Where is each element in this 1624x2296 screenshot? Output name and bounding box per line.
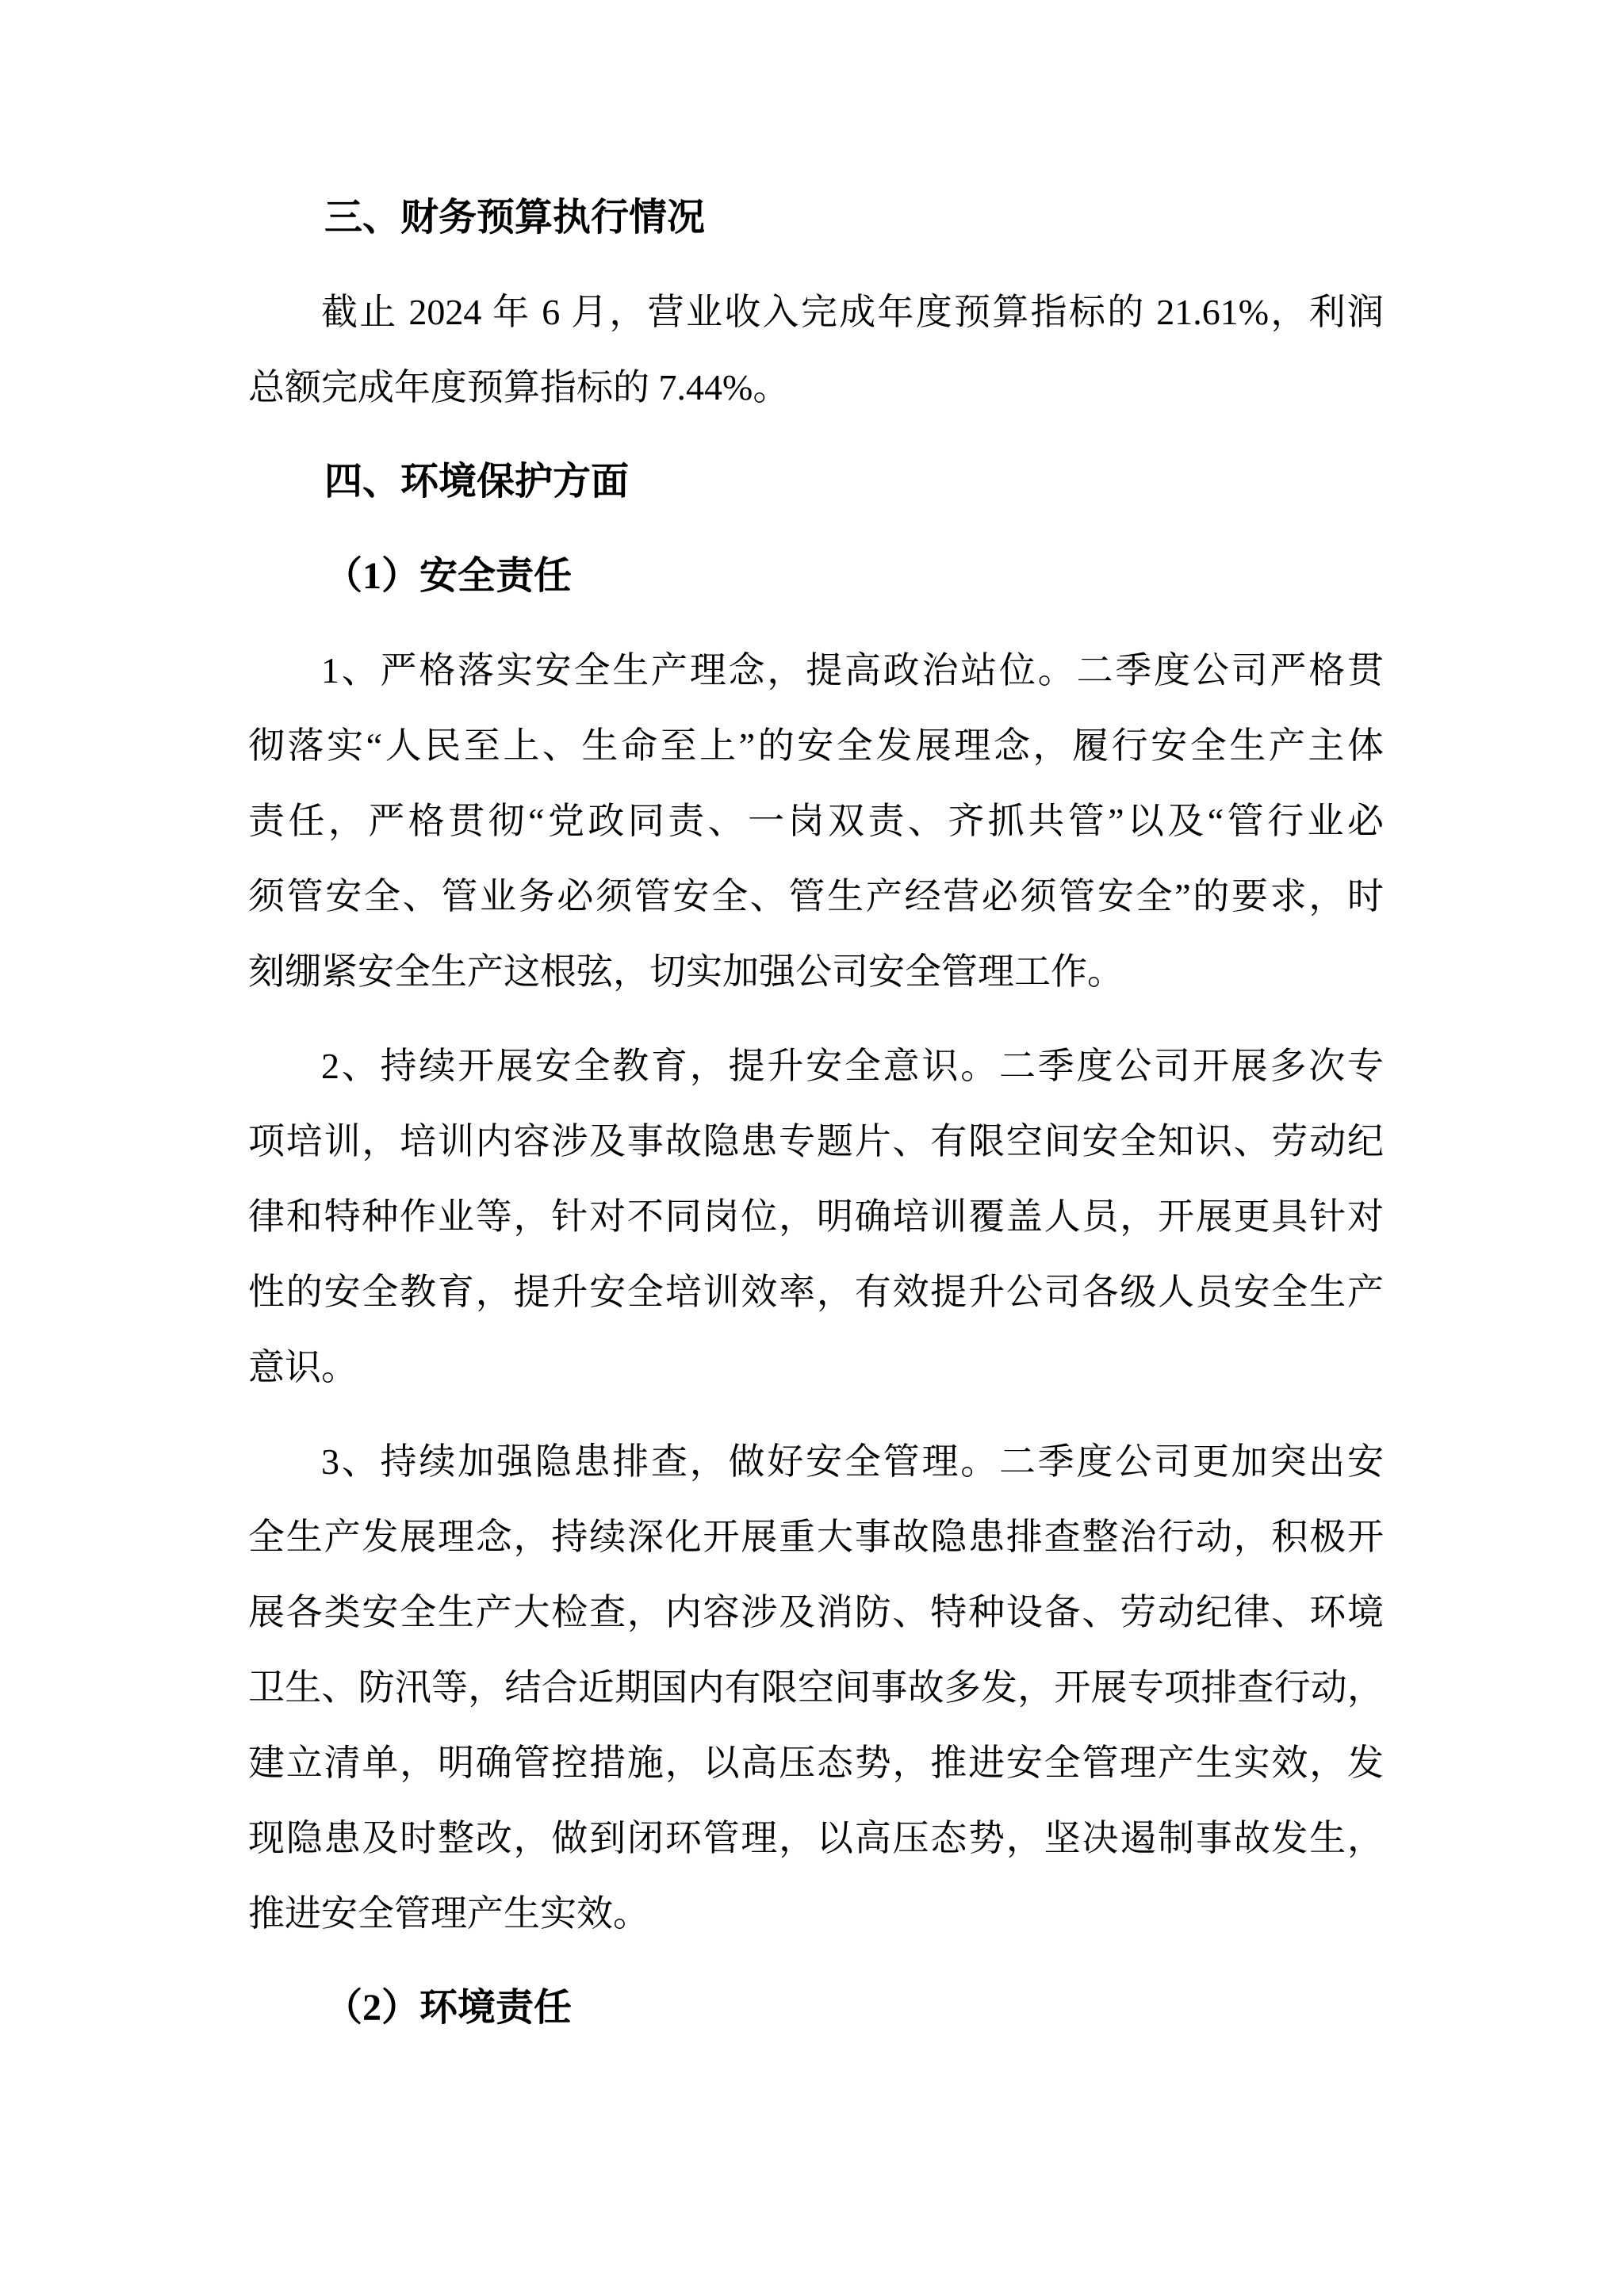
subsection-heading-environment-responsibility: （2）环境责任 bbox=[324, 1987, 573, 2029]
text-line: 现隐患及时整改，做到闭环管理，以高压态势，坚决遏制事故发生， bbox=[248, 1818, 1384, 1858]
text-line: 性的安全教育，提升安全培训效率，有效提升公司各级人员安全生产 bbox=[248, 1272, 1384, 1312]
paragraph-safety-concept bbox=[248, 633, 1384, 1009]
text-line: 2、持续开展安全教育，提升安全意识。二季度公司开展多次专 bbox=[321, 1046, 1384, 1086]
text-line: 项培训，培训内容涉及事故隐患专题片、有限空间安全知识、劳动纪 bbox=[248, 1121, 1384, 1161]
section-heading-budget-execution: 三、财务预算执行情况 bbox=[324, 197, 706, 239]
text-line: 彻落实“人民至上、生命至上”的安全发展理念，履行安全生产主体 bbox=[248, 725, 1384, 766]
text-line: 展各类安全生产大检查，内容涉及消防、特种设备、劳动纪律、环境 bbox=[248, 1592, 1384, 1632]
text-line: 3、持续加强隐患排查，做好安全管理。二季度公司更加突出安 bbox=[321, 1441, 1384, 1482]
text-line: 建立清单，明确管控措施，以高压态势，推进安全管理产生实效，发 bbox=[248, 1743, 1384, 1783]
text-line: 1、严格落实安全生产理念，提高政治站位。二季度公司严格贯 bbox=[321, 650, 1384, 691]
text-line: 意识。 bbox=[248, 1347, 358, 1387]
text-line: 刻绷紧安全生产这根弦，切实加强公司安全管理工作。 bbox=[248, 951, 1124, 992]
text-line: 全生产发展理念，持续深化开展重大事故隐患排查整治行动，积极开 bbox=[248, 1517, 1384, 1557]
text-line: 卫生、防汛等，结合近期国内有限空间事故多发，开展专项排查行动， bbox=[248, 1667, 1384, 1708]
text-line: 须管安全、管业务必须管安全、管生产经营必须管安全”的要求，时 bbox=[248, 876, 1384, 916]
paragraph-hazard-inspection bbox=[248, 1424, 1384, 1951]
text-line: 截止 2024 年 6 月，营业收入完成年度预算指标的 21.61%，利润 bbox=[321, 292, 1384, 332]
text-line: 推进安全管理产生实效。 bbox=[248, 1893, 649, 1934]
paragraph-safety-education bbox=[248, 1028, 1384, 1405]
text-line: 责任，严格贯彻“党政同责、一岗双责、齐抓共管”以及“管行业必 bbox=[248, 801, 1384, 841]
section-heading-environment-protection: 四、环境保护方面 bbox=[324, 461, 630, 503]
paragraph-budget-summary bbox=[248, 274, 1384, 425]
text-line: 总额完成年度预算指标的 7.44%。 bbox=[248, 367, 790, 408]
subsection-heading-safety-responsibility: （1）安全责任 bbox=[324, 555, 573, 597]
text-line: 律和特种作业等，针对不同岗位，明确培训覆盖人员，开展更具针对 bbox=[248, 1196, 1384, 1237]
